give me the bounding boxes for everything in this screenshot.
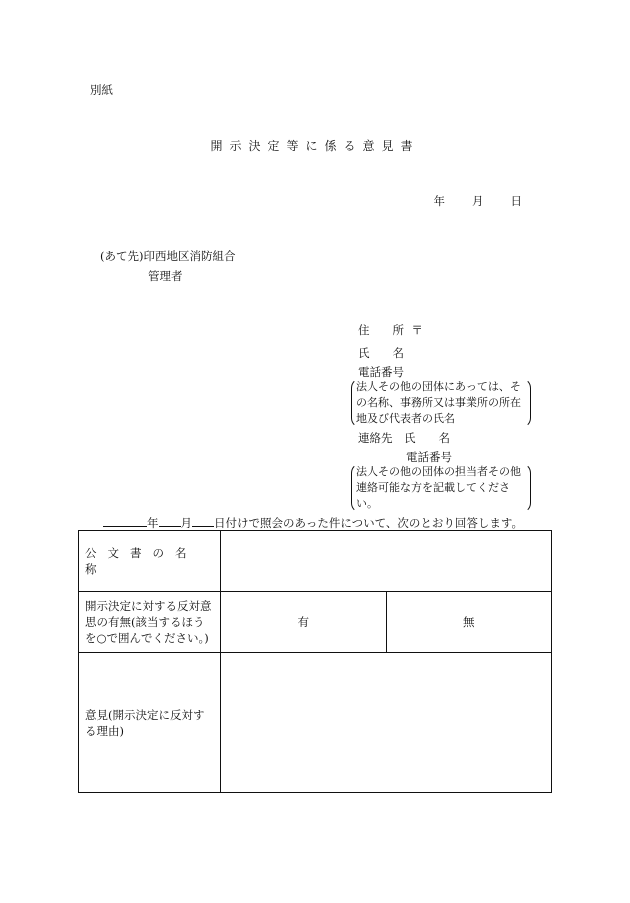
intro-month-label: 月 [180,516,192,530]
option-no[interactable]: 無 [386,592,552,653]
date-day-label: 日 [510,194,522,208]
table-row [79,653,552,793]
document-name-label: 公文書の名称 [79,531,221,592]
address-row [358,322,423,338]
corporate-note: 法人その他の団体にあっては、その名称、事務所又は事業所の所在地及び代表者の氏名 [351,378,531,428]
document-name-field[interactable] [221,531,552,592]
opinion-label: 意見(開示決定に反対する理由) [79,653,221,793]
address-label: 住 所 [358,323,404,337]
date-line [434,193,523,209]
contact-tel-label: 電話番号 [406,450,452,464]
intro-text: 日付けで照会のあった件について、次のとおり回答します。 [214,516,524,530]
objection-label: 開示決定に対する反対意思の有無(該当するほうを○で囲んでください。) [79,592,221,653]
date-month-label: 月 [472,194,484,208]
year-blank [103,516,147,527]
name-label: 氏 名 [358,346,404,360]
table-row [79,531,552,592]
addressee: (あて先)印西地区消防組合 [100,249,236,263]
response-table [78,530,552,793]
tel-label: 電話番号 [358,365,404,379]
addressee-title: 管理者 [148,269,183,283]
contact-name-label: 連絡先 氏 名 [358,431,450,445]
date-year-label: 年 [433,194,445,208]
intro-sentence [103,515,523,531]
option-yes[interactable]: 有 [221,592,387,653]
attachment-label: 別紙 [90,83,113,97]
month-blank [159,516,181,527]
document-title: 開示決定等に係る意見書 [210,139,420,153]
contact-note: 法人その他の団体の担当者その他連絡可能な方を記載してください。 [351,463,531,513]
postal-mark: 〒 [411,323,423,337]
intro-year-label: 年 [147,516,159,530]
table-row [79,592,552,653]
opinion-field[interactable] [221,653,552,793]
day-blank [192,516,214,527]
